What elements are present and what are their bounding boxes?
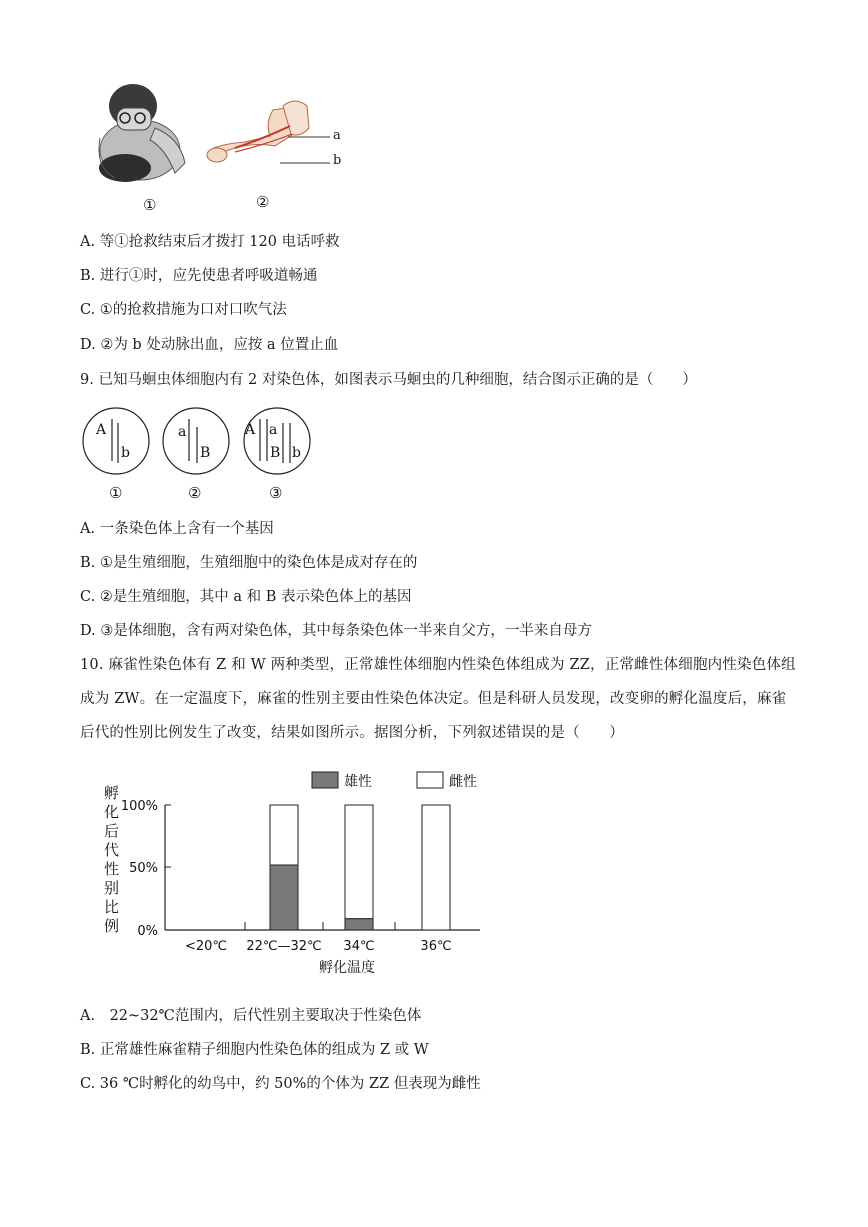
q9-option-b: B. ①是生殖细胞，生殖细胞中的染色体是成对存在的 — [80, 555, 418, 571]
bar-female-3 — [422, 805, 450, 930]
q9-cells-figure — [80, 405, 320, 505]
bar-male-1 — [270, 865, 298, 930]
cell-2-label: ② — [188, 484, 202, 502]
q8-figure — [95, 78, 365, 218]
q9-option-a: A. 一条染色体上含有一个基因 — [80, 521, 274, 537]
cell-3-gene-4: b — [292, 445, 301, 461]
arm-illustration — [207, 101, 330, 163]
bar-female-1 — [270, 805, 298, 865]
legend-label-male: 雄性 — [344, 774, 372, 790]
x-tick-lt20: <20℃ — [184, 939, 228, 954]
cell-1-gene-1: A — [96, 422, 107, 438]
q10-stem: 10. 麻雀性染色体有 Z 和 W 两种类型，正常雄性体细胞内性染色体组成为 ZZ，正常雌性体细胞内性染色体组成为 ZW。在一定温度下，麻雀的性别主要由性染色体决定。但是科研人员发现，改变卵的孵化温度后，麻雀后代的性别比例发生了改变，结果如图所示。据图分析，下列叙述错误的是（ ） — [80, 657, 796, 741]
y-axis-label — [104, 784, 119, 935]
cell-3-label: ③ — [269, 484, 283, 502]
q9-option-c: C. ②是生殖细胞，其中 a 和 B 表示染色体上的基因 — [80, 589, 412, 605]
q10-option-a: A. 22~32℃范围内，后代性别主要取决于性染色体 — [80, 1008, 422, 1024]
x-axis-label: 孵化温度 — [319, 960, 375, 976]
y-tick-50: 50% — [129, 861, 158, 876]
cell-3-gene-3: B — [270, 445, 281, 461]
x-tick-36: 36℃ — [420, 939, 452, 954]
q8-option-c: C. ①的抢救措施为口对口吹气法 — [80, 302, 287, 318]
legend-swatch-female — [417, 772, 443, 788]
q9-stem: 9. 已知马蛔虫体细胞内有 2 对染色体，如图表示马蛔虫的几种细胞，结合图示正确的是（ ） — [80, 372, 697, 388]
legend-label-female: 雌性 — [449, 774, 477, 790]
cell-3 — [244, 408, 310, 474]
bar-female-2 — [345, 805, 373, 919]
cell-2-gene-1: a — [178, 424, 187, 440]
q10-option-b: B. 正常雄性麻雀精子细胞内性染色体的组成为 Z 或 W — [80, 1042, 429, 1058]
cell-1-gene-2: b — [121, 445, 130, 461]
q8-figure-1-label: ① — [143, 196, 157, 214]
y-tick-0: 0% — [137, 924, 158, 939]
q9-option-d: D. ③是体细胞，含有两对染色体，其中每条染色体一半来自父方，一半来自母方 — [80, 623, 592, 639]
cell-1 — [83, 408, 149, 474]
x-tick-34: 34℃ — [343, 939, 375, 954]
q10-option-c: C. 36 ℃时孵化的幼鸟中，约 50%的个体为 ZZ 但表现为雌性 — [80, 1076, 481, 1092]
cell-1-label: ① — [109, 484, 123, 502]
x-tick-22-32: 22℃—32℃ — [246, 939, 322, 954]
legend-swatch-male — [312, 772, 338, 788]
q8-option-d: D. ②为 b 处动脉出血，应按 a 位置止血 — [80, 337, 339, 353]
q8-option-a: A. 等①抢救结束后才拨打 120 电话呼救 — [80, 234, 340, 250]
q8-figure-2-label: ② — [256, 193, 270, 211]
q8-label-a: a — [333, 128, 341, 143]
y-axis-label-text: 孵化后代性别比例 — [104, 784, 120, 935]
cell-3-gene-1: A — [245, 422, 256, 438]
bars-group — [270, 805, 450, 930]
sex-ratio-chart — [90, 760, 500, 985]
cell-3-gene-2: a — [269, 422, 278, 438]
bar-male-2 — [345, 919, 373, 930]
cell-2-gene-2: B — [200, 445, 211, 461]
cell-2 — [163, 408, 229, 474]
cpr-illustration — [99, 84, 185, 182]
y-tick-100: 100% — [120, 799, 158, 814]
q8-label-b: b — [333, 153, 342, 168]
q8-option-b: B. 进行①时，应先使患者呼吸道畅通 — [80, 268, 318, 284]
